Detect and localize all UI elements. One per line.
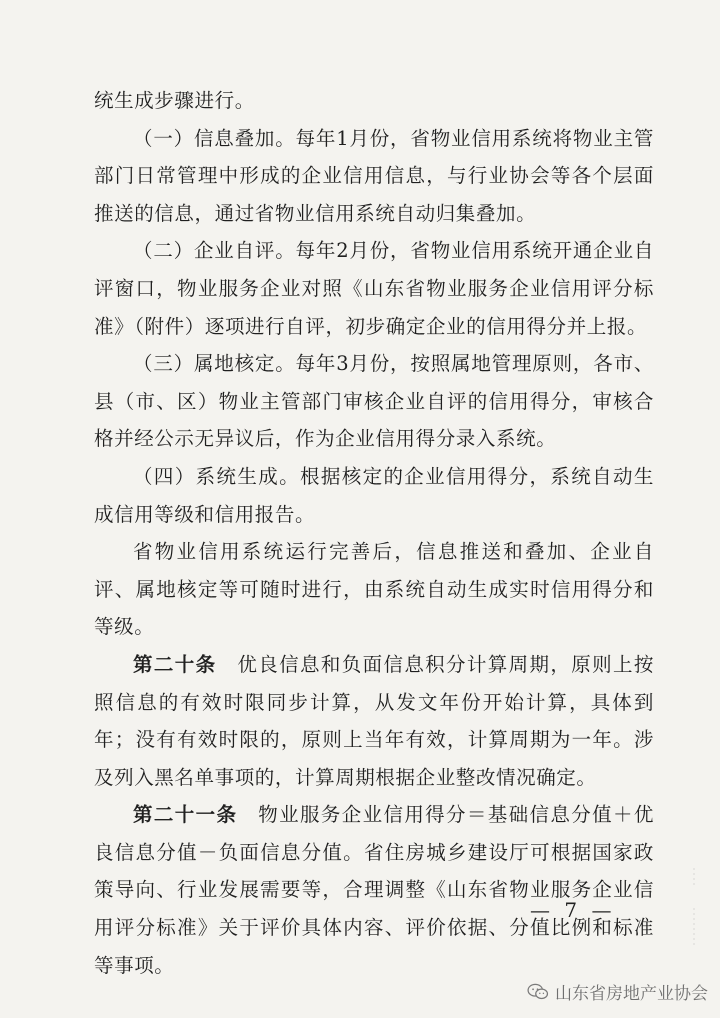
article-21	[94, 796, 654, 984]
watermark-text: 山东省房地产业协会	[555, 984, 708, 1004]
article-20	[94, 646, 654, 796]
article-20-heading: 第二十条	[133, 652, 217, 676]
page-number: — 7 —	[530, 898, 616, 922]
paragraph-continuation: 统生成步骤进行。	[94, 89, 255, 112]
article-21-body: 物业服务企业信用得分＝基础信息分值＋优良信息分值－负面信息分值。省住房城乡建设厅可根据国家政策导向、行业发展需要等，合理调整《山东省物业服务企业信用评分标准》关于评价具体内容、评价依据、分值比例和标准等事项。	[94, 803, 654, 977]
document-body	[94, 82, 654, 984]
paragraph-system-improvement: 省物业信用系统运行完善后，信息推送和叠加、企业自评、属地核定等可随时进行，由系统自动生成实时信用得分和等级。	[94, 540, 654, 639]
paragraph-local-verification: （三）属地核定。每年3月份，按照属地管理原则，各市、县（市、区）物业主管部门审核企业自评的信用得分，审核合格并经公示无异议后，作为企业信用得分录入系统。	[94, 352, 654, 451]
article-20-body: 优良信息和负面信息积分计算周期，原则上按照信息的有效时限同步计算，从发文年份开始计算，具体到年；没有有效时限的，原则上当年有效，计算周期为一年。涉及列入黑名单事项的，计算周期根据企业整改情况确定。	[94, 652, 654, 789]
article-21-heading: 第二十一条	[133, 803, 238, 827]
scan-noise-mark	[690, 868, 698, 948]
paragraph-self-evaluation: （二）企业自评。每年2月份，省物业信用系统开通企业自评窗口，物业服务企业对照《山东省物业服务企业信用评分标准》（附件）逐项进行自评，初步确定企业的信用得分并上报。	[94, 239, 654, 338]
watermark	[527, 979, 708, 1004]
wechat-icon	[527, 983, 549, 1001]
paragraph-info-overlay: （一）信息叠加。每年1月份，省物业信用系统将物业主管部门日常管理中形成的企业信用信息，与行业协会等各个层面推送的信息，通过省物业信用系统自动归集叠加。	[94, 126, 654, 225]
paragraph-system-generation: （四）系统生成。根据核定的企业信用得分，系统自动生成信用等级和信用报告。	[94, 464, 654, 526]
